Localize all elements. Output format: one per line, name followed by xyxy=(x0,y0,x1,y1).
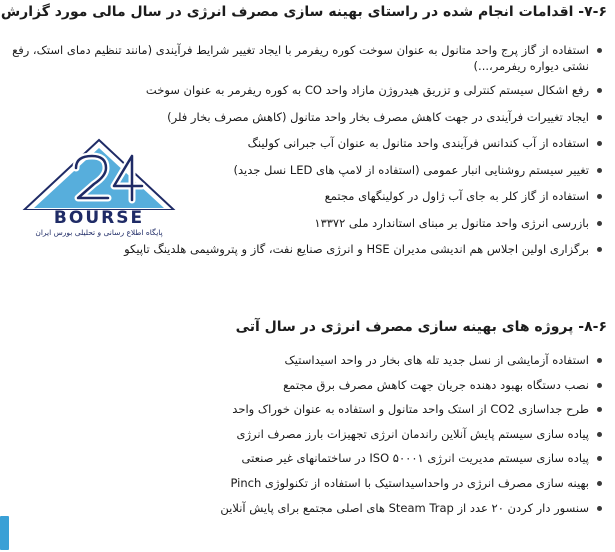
list-item: تغییر سیستم روشنایی انبار عمومی (استفاده از لامپ های LED نسل جدید) xyxy=(5,162,605,178)
list-item: پیاده سازی سیستم پایش آنلاین راندمان انرژی تجهیزات بارز مصرف انرژی xyxy=(5,426,605,442)
edge-marker xyxy=(0,516,9,550)
list-item: پیاده سازی سیستم مدیریت انرژی ISO ۵۰۰۰۱ در ساختمانهای غیر صنعتی xyxy=(5,450,605,466)
list-item: طرح جداسازی CO2 از استک واحد متانول و استفاده به عنوان خوراک واحد xyxy=(5,401,605,417)
list-item: نصب دستگاه بهبود دهنده جریان جهت کاهش مصرف برق مجتمع xyxy=(5,377,605,393)
list-item: استفاده از گاز پرج واحد متانول به عنوان سوخت کوره ریفرمر با ایجاد تغییر شرایط فرآیندی (مانند تنظیم دمای استک، رفع نشتی دیواره ریفرمر،...) xyxy=(5,42,605,74)
section-7-heading: ۷-۶- اقدامات انجام شده در راستای بهینه سازی مصرف انرژی در سال مالی مورد گزارش xyxy=(0,4,607,20)
list-item: استفاده از گاز کلر به جای آب ژاول در کولینگهای مجتمع xyxy=(5,188,605,204)
list-item: استفاده از آب کندانس فرآیندی واحد متانول به عنوان آب جبرانی کولینگ xyxy=(5,135,605,151)
bourse-logo-icon xyxy=(14,138,184,238)
list-item: ایجاد تغییرات فرآیندی در جهت کاهش مصرف بخار واحد متانول (کاهش مصرف بخار فلر) xyxy=(5,109,605,125)
list-item: بازرسی انرژی واحد متانول بر مبنای استاندارد ملی ۱۳۳۷۲ xyxy=(5,215,605,231)
list-item: سنسور دار کردن ۲۰ عدد از Steam Trap های اصلی مجتمع برای پایش آنلاین xyxy=(5,500,605,516)
logo-wordmark: BOURSE xyxy=(53,208,145,228)
list-item: رفع اشکال سیستم کنترلی و تزریق هیدروژن مازاد واحد CO به کوره ریفرمر به عنوان سوخت xyxy=(5,82,605,98)
logo-tagline: پایگاه اطلاع رسانی و تحلیلی بورس ایران xyxy=(35,228,163,237)
section-8-heading: ۸-۶- پروژه های بهینه سازی مصرف انرژی در سال آتی xyxy=(235,319,607,335)
list-item: برگزاری اولین اجلاس هم اندیشی مدیران HSE و انرژی صنایع نفت، گاز و پتروشیمی هلدینگ تاپیکو xyxy=(5,241,605,257)
list-item: استفاده آزمایشی از نسل جدید تله های بخار در واحد اسیداستیک xyxy=(5,352,605,368)
list-item: بهینه سازی مصرف انرژی در واحداسیداستیک با استفاده از تکنولوژی Pinch xyxy=(5,475,605,491)
section-8-list xyxy=(5,352,605,524)
logo-mark-icon xyxy=(14,138,184,210)
